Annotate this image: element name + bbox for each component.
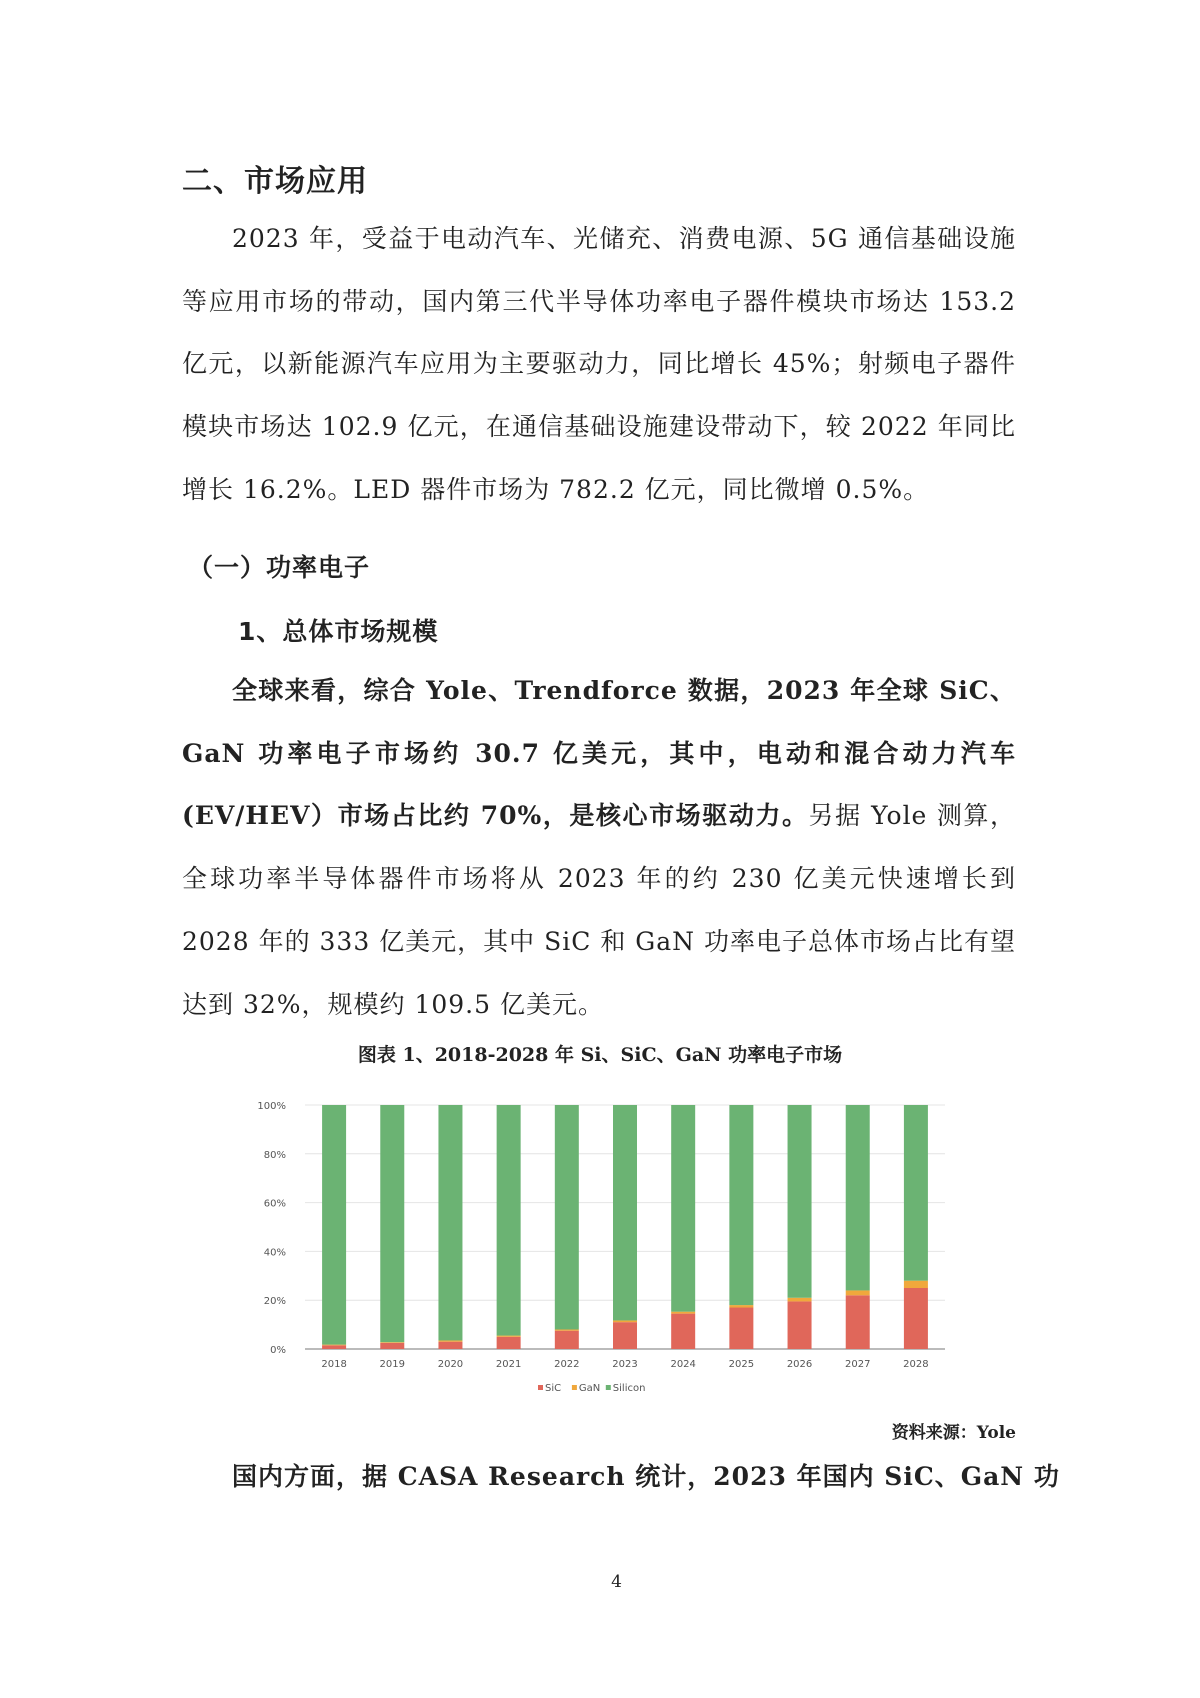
bar-segment-sic	[846, 1295, 870, 1349]
x-tick-label: 2024	[670, 1359, 696, 1370]
bar-segment-sic	[497, 1337, 521, 1349]
bar-segment-silicon	[729, 1105, 753, 1305]
bar-segment-sic	[613, 1322, 637, 1349]
bar-segment-silicon	[846, 1105, 870, 1290]
subsection-title: （一）功率电子	[188, 553, 371, 582]
domestic-paragraph: 国内方面，据 CASA Research 统计，2023 年国内 SiC、GaN 功	[232, 1462, 1060, 1491]
x-tick-label: 2025	[728, 1359, 755, 1370]
stacked-bar-chart	[230, 1090, 960, 1400]
legend-label: GaN	[578, 1383, 601, 1394]
section-title: 二、市场应用	[182, 164, 368, 199]
bar-segment-gan	[438, 1340, 462, 1341]
bar-segment-gan	[788, 1298, 812, 1302]
bar-segment-silicon	[788, 1105, 812, 1298]
y-tick-label: 0%	[270, 1345, 286, 1356]
subsubsection-title: 1、总体市场规模	[238, 617, 439, 646]
bar-segment-silicon	[497, 1105, 521, 1336]
x-tick-label: 2028	[903, 1359, 929, 1370]
x-tick-label: 2020	[437, 1359, 464, 1370]
page-number: 4	[611, 1572, 622, 1592]
bar-segment-silicon	[380, 1105, 404, 1342]
bar-segment-silicon	[322, 1105, 346, 1345]
x-tick-label: 2018	[321, 1359, 347, 1370]
bar-segment-sic	[438, 1342, 462, 1349]
bar-segment-sic	[788, 1301, 812, 1349]
legend-swatch	[606, 1385, 611, 1390]
x-tick-label: 2023	[612, 1359, 638, 1370]
x-tick-label: 2019	[379, 1359, 405, 1370]
legend-swatch	[572, 1385, 577, 1390]
bar-segment-gan	[846, 1290, 870, 1295]
bar-segment-gan	[322, 1345, 346, 1346]
bar-segment-sic	[904, 1288, 928, 1349]
bar-segment-gan	[729, 1305, 753, 1307]
bar-segment-gan	[555, 1329, 579, 1330]
x-tick-label: 2022	[554, 1359, 580, 1370]
market-paragraph-normal: 另据 Yole 测算，全球功率半导体器件市场将从 2023 年的约 230 亿美元快速增长到 2028 年的 333 亿美元，其中 SiC 和 GaN 功率电子总体市场占比有望达到 32%，规模约 109.5 亿美元。	[182, 801, 1017, 1019]
bar-segment-gan	[613, 1320, 637, 1322]
figure-caption: 图表 1、2018-2028 年 Si、SiC、GaN 功率电子市场	[357, 1044, 843, 1066]
legend-label: SiC	[545, 1383, 562, 1394]
bar-segment-silicon	[555, 1105, 579, 1329]
bar-segment-gan	[380, 1342, 404, 1343]
y-tick-label: 100%	[257, 1101, 286, 1112]
bar-segment-silicon	[438, 1105, 462, 1340]
bar-segment-silicon	[671, 1105, 695, 1312]
bar-segment-gan	[671, 1312, 695, 1314]
y-tick-label: 60%	[263, 1198, 286, 1210]
bar-segment-silicon	[613, 1105, 637, 1320]
x-tick-label: 2021	[495, 1359, 522, 1370]
bar-segment-sic	[671, 1314, 695, 1349]
bar-segment-sic	[322, 1345, 346, 1349]
market-paragraph	[182, 660, 1016, 1036]
bar-segment-gan	[497, 1336, 521, 1337]
market-paragraph-bold: 全球来看，综合 Yole、Trendforce 数据，2023 年全球 SiC、GaN 功率电子市场约 30.7 亿美元，其中，电动和混合动力汽车(EV/HEV）市场占比约 70%，是核心市场驱动力。	[182, 676, 1016, 831]
bar-segment-silicon	[904, 1105, 928, 1281]
y-tick-label: 40%	[263, 1247, 286, 1259]
bar-segment-sic	[555, 1331, 579, 1349]
x-tick-label: 2026	[786, 1359, 813, 1370]
bar-segment-sic	[380, 1343, 404, 1349]
bar-segment-gan	[904, 1281, 928, 1288]
figure-source: 资料来源：Yole	[891, 1423, 1016, 1443]
legend-label: Silicon	[612, 1383, 646, 1394]
y-tick-label: 80%	[263, 1149, 286, 1161]
x-tick-label: 2027	[845, 1359, 871, 1370]
y-tick-label: 20%	[263, 1296, 286, 1308]
intro-paragraph: 2023 年，受益于电动汽车、光储充、消费电源、5G 通信基础设施等应用市场的带动，国内第三代半导体功率电子器件模块市场达 153.2 亿元，以新能源汽车应用为主要驱动力，同比增长 45%；射频电子器件模块市场达 102.9 亿元，在通信基础设施建设带动下，较 2022 年同比增长 16.2%。LED 器件市场为 782.2 亿元，同比微增 0.5%。	[182, 224, 1016, 504]
bar-segment-sic	[729, 1308, 753, 1349]
legend-swatch	[538, 1385, 543, 1390]
